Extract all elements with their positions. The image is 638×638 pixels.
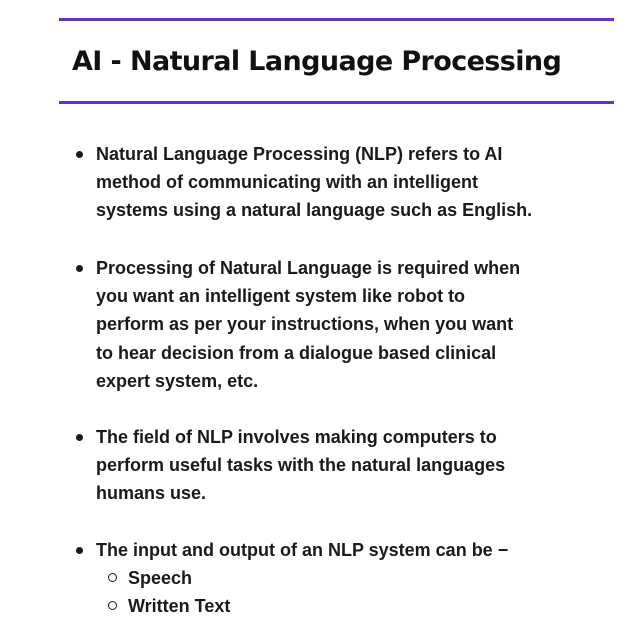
bullet-line: Natural Language Processing (NLP) refers to AI xyxy=(96,144,503,164)
bullet-dot-icon xyxy=(76,265,83,272)
bullet-item xyxy=(96,140,571,225)
bullet-line: method of communicating with an intelligent xyxy=(96,172,478,193)
bullet-item xyxy=(96,254,571,395)
sub-list-item xyxy=(128,564,192,592)
bullet-line: humans use. xyxy=(96,483,207,504)
bullet-line: perform as per your instructions, when you want xyxy=(96,314,514,335)
sub-list-item xyxy=(128,592,230,620)
bullet-line: The input and output of an NLP system can be − xyxy=(96,540,509,560)
bullet-line: expert system, etc. xyxy=(96,370,259,391)
slide-title: AI - Natural Language Processing xyxy=(72,46,562,77)
bullet-line: perform useful tasks with the natural languages xyxy=(96,455,506,476)
hollow-circle-bullet-icon xyxy=(108,573,117,582)
bullet-line: to hear decision from a dialogue based clinical xyxy=(96,342,497,363)
hollow-circle-bullet-icon xyxy=(108,601,117,610)
bullet-dot-icon xyxy=(76,547,83,554)
bullet-line: The field of NLP involves making computers to xyxy=(96,427,497,447)
bullet-line: Processing of Natural Language is required when xyxy=(96,258,521,278)
sub-item-label: Written Text xyxy=(128,596,231,616)
bullet-dot-icon xyxy=(76,151,83,158)
bullet-line: systems using a natural language such as English. xyxy=(96,200,533,221)
bullet-item xyxy=(96,536,571,564)
sub-item-label: Speech xyxy=(128,568,193,588)
bullet-line: you want an intelligent system like robot to xyxy=(96,286,466,307)
bullet-item xyxy=(96,423,571,508)
bullet-dot-icon xyxy=(76,434,83,441)
